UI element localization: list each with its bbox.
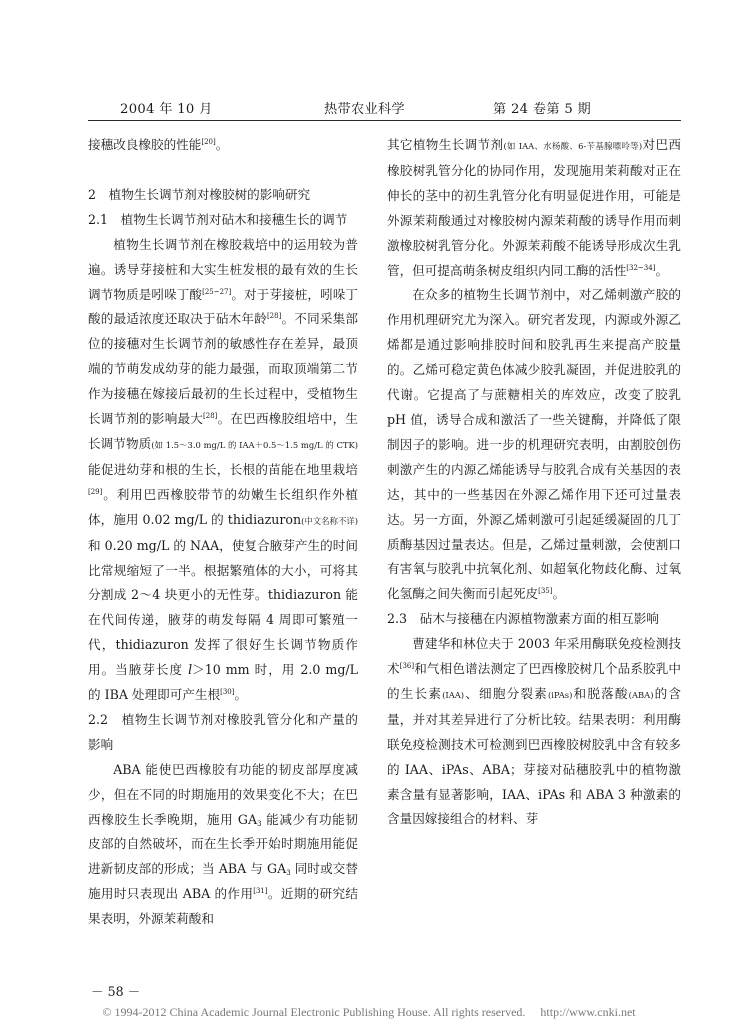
text-run: 。 [234, 687, 248, 703]
text-run: 。 [552, 586, 566, 602]
text-run: 同时或交替施用时只表现出 ABA 的作用 [88, 861, 358, 902]
paragraph [387, 133, 681, 283]
subsection-heading [88, 208, 358, 233]
paragraph [387, 632, 681, 832]
text-run: 。 [655, 262, 669, 278]
paragraph [387, 283, 681, 607]
subsection-heading [88, 708, 358, 758]
text-run: 。不同采集部位的接穗对生长调节剂的敏感性存在差异，最顶端的节萌发成幼芽的能力最强，而取顶端第二节作为接穗在嫁接后最初的生长过程中，受植物生长调节剂的影响最大 [88, 311, 358, 427]
copyright-footer: © 1994-2012 China Academic Journal Electronic Publishing House. All rights reserved. http://www.cnki.net [102, 1005, 636, 1019]
text-run: 2.1 植物生长调节剂对砧木和接穗生长的调节 [88, 211, 348, 227]
citation-ref: [20] [201, 138, 216, 146]
paragraph [88, 133, 358, 158]
text-run: 。对于芽接桩，吲哚丁酸的最适浓度还取决于砧木年龄 [88, 286, 359, 327]
text-run: ＞10 mm 时，用 2.0 mg/L 的 IBA 处理即可产生根 [88, 662, 358, 703]
inline-note: (ABA) [628, 689, 654, 700]
right-column [387, 133, 681, 832]
paragraph [88, 758, 358, 932]
inline-note: (IAA) [442, 689, 465, 700]
citation-ref: [25~27] [202, 287, 232, 296]
text-run: 其它植物生长调节剂 [387, 137, 504, 152]
citation-ref: [32~34] [626, 263, 656, 272]
citation-ref: [36] [399, 662, 415, 671]
text-run: 。在巴西橡胶组培中，生长调节物质 [88, 411, 358, 451]
subsection-heading [387, 607, 681, 632]
text-run: 曹建华和林位夫于 2003 年采用酶联免疫检测技术 [387, 636, 681, 677]
text-run: 、细胞分裂素 [464, 685, 548, 701]
text-run: 。利用巴西橡胶带节的幼嫩生长组织作外植体，施用 0.02 mg/L 的 thidiazuron [88, 486, 358, 527]
citation-ref: [28] [266, 312, 282, 321]
header-journal-title: 热带农业科学 [324, 102, 405, 117]
italic-symbol: l [188, 662, 193, 678]
left-column [88, 133, 358, 932]
header-rule [88, 120, 681, 121]
text-run: 能促进幼芽和根的生长，长根的苗能在地里栽培 [88, 461, 358, 477]
text-run: 的含量，并对其差异进行了分析比较。结果表明：利用酶联免疫检测技术可检测到巴西橡胶树胶乳中含有较多的 IAA、iPAs、ABA；芽接对砧穗胶乳中的植物激素含量有显著影响，IAA、iPAs 和 ABA 3 种激素的含量因嫁接组合的材料、芽 [387, 685, 682, 827]
text-run: 在众多的植物生长调节剂中，对乙烯刺激产胶的作用机理研究尤为深入。研究者发现，内源或外源乙烯都是通过影响排胶时间和胶乳再生来提高产胶量的。乙烯可稳定黄色体减少胶乳凝固，并促进胶乳的代谢。它提高了与蔗糖相关的库效应，改变了胶乳 pH 值，诱导合成和激活了一些关键酶，并降低了限制因子的影响。进一步的机理研究表明，由割胶创伤刺激产生的内源乙烯能诱导与胶乳合成有关基因的表达，其中的一些基因在外源乙烯作用下还可过量表达。另一方面，外源乙烯刺激可引起延缓凝固的几丁质酶基因过量表达。但是，乙烯过量刺激，会使割口有害氧与胶乳中抗氧化剂、如超氧化物歧化酶、过氧化氢酶之间失衡而引起死皮 [387, 287, 681, 602]
text-run: 对巴西橡胶树乳管分化的协同作用，发现施用茉莉酸对正在伸长的茎中的初生乳管分化有明显促进作用，可能是外源茉莉酸通过对橡胶树内源茉莉酸的诱导作用而刺激橡胶树乳管分化。外源茉莉酸不能诱导形成次生乳管，但可提高萌条树皮组织内同工酶的活性 [387, 137, 681, 278]
header-date: 2004 年 10 月 [120, 102, 213, 117]
text-run: ABA 能使巴西橡胶有功能的韧皮部厚度减少，但在不同的时期施用的效果变化不大；在巴西橡胶生长季晚期，施用 GA [88, 761, 358, 827]
text-run: 和 0.20 mg/L 的 NAA，使复合腋芽产生的时间比常规缩短了一半。根据繁殖体的大小，可将其分割成 2～4 块更小的无性芽。thidiazuron 能在代间传递，腋芽的萌发每隔 4 周即可繁殖一代，thidiazuron 发挥了很好生长调节物质作用。当腋芽长度 [88, 537, 358, 678]
inline-note: (如 IAA、水杨酸、6-苄基腺嘌呤等) [503, 141, 643, 151]
text-run: 植物生长调节剂在橡胶栽培中的运用较为普遍。诱导芽接桩和大实生桩发根的最有效的生长调节物质是吲哚丁酸 [88, 236, 358, 302]
paragraph-gap [88, 158, 358, 183]
text-run: 和脱落酸 [572, 685, 629, 701]
citation-ref: [31] [253, 887, 268, 896]
header-volume-issue: 第 24 卷第 5 期 [493, 102, 591, 117]
inline-note: (中文名称不详) [301, 515, 358, 526]
text-run: 和气相色谱法测定了巴西橡胶树几个品系胶乳中的生长素 [387, 661, 682, 701]
subscript: 3 [257, 819, 262, 828]
page-number: － 58 － [91, 984, 141, 999]
citation-ref: [30] [220, 688, 235, 697]
text-run: 能减少有功能韧皮部的自然破坏，而在生长季开始时期施用能促进新韧皮部的形成；当 ABA 与 GA [88, 811, 358, 877]
subscript: 3 [286, 869, 291, 878]
citation-ref: [29] [88, 487, 103, 496]
citation-ref: [35] [538, 587, 553, 596]
text-run: 2.3 砧木与接穗在内源植物激素方面的相互影响 [387, 611, 659, 627]
text-run: 2 植物生长调节剂对橡胶树的影响研究 [88, 186, 311, 202]
paragraph [88, 233, 358, 708]
text-run: 接穗改良橡胶的性能 [88, 137, 202, 152]
inline-note: (如 1.5～3.0 mg/L 的 IAA＋0.5～1.5 mg/L 的 CTK) [151, 439, 358, 450]
citation-ref: [28] [203, 412, 218, 421]
text-run: 2.2 植物生长调节剂对橡胶乳管分化和产量的影响 [88, 711, 358, 752]
text-run: 。近期的研究结果表明，外源茉莉酸和 [88, 886, 359, 927]
text-run: 。 [215, 137, 229, 152]
section-heading [88, 183, 358, 208]
inline-note: (iPAs) [547, 689, 573, 700]
